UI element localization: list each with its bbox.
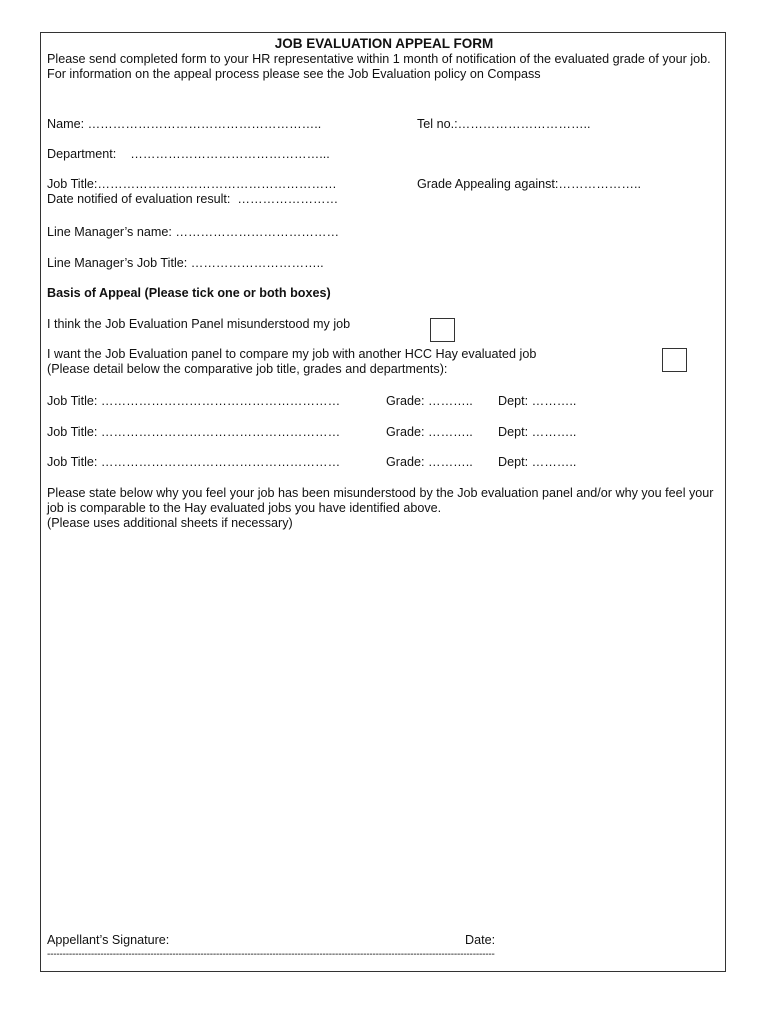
- appeal-form: [40, 32, 726, 972]
- date-label: Date:: [465, 933, 496, 947]
- date-notified-field[interactable]: Date notified of evaluation result: ……………………: [47, 192, 339, 206]
- explanation-instructions: Please state below why you feel your job has been misunderstood by the Job evaluation panel and/or why you feel your job is comparable to the Hay evaluated jobs you have identified above.: [47, 486, 714, 515]
- name-field[interactable]: Name: ………………………………………………..: [47, 117, 322, 131]
- line-manager-name-field[interactable]: Line Manager’s name: …………………………………: [47, 225, 340, 239]
- comparison-job-title[interactable]: Job Title: …………………………………………………: [47, 455, 341, 469]
- intro-text: Please send completed form to your HR representative within 1 month of notification of the evaluated grade of your job. For information on the appeal process please see the Job Evaluation policy on Compass: [47, 52, 711, 81]
- option-compare-note: (Please detail below the comparative job title, grades and departments):: [47, 362, 448, 376]
- comparison-grade[interactable]: Grade: ………..: [386, 425, 473, 439]
- comparison-job-title[interactable]: Job Title: …………………………………………………: [47, 394, 341, 408]
- line-manager-job-title-field[interactable]: Line Manager’s Job Title: …………………………..: [47, 256, 324, 270]
- comparison-dept[interactable]: Dept: ………..: [498, 394, 577, 408]
- misunderstood-checkbox[interactable]: [430, 318, 455, 342]
- comparison-grade[interactable]: Grade: ………..: [386, 455, 473, 469]
- compare-checkbox[interactable]: [662, 348, 687, 372]
- option-misunderstood-label: I think the Job Evaluation Panel misunderstood my job: [47, 317, 351, 331]
- form-title: JOB EVALUATION APPEAL FORM: [274, 36, 494, 51]
- explanation-note: (Please uses additional sheets if necessary): [47, 516, 293, 530]
- comparison-dept[interactable]: Dept: ………..: [498, 425, 577, 439]
- comparison-job-title[interactable]: Job Title: …………………………………………………: [47, 425, 341, 439]
- option-compare-label: I want the Job Evaluation panel to compare my job with another HCC Hay evaluated job: [47, 347, 537, 361]
- signature-line[interactable]: -----------------------------------------------------------------------------------------------------------------------------------------------: [47, 949, 495, 960]
- tel-field[interactable]: Tel no.:…………………………..: [417, 117, 591, 131]
- job-title-field[interactable]: Job Title:…………………………………………………: [47, 177, 337, 191]
- comparison-grade[interactable]: Grade: ………..: [386, 394, 473, 408]
- basis-heading: Basis of Appeal (Please tick one or both boxes): [47, 286, 331, 300]
- grade-appealing-field[interactable]: Grade Appealing against:………………..: [417, 177, 641, 191]
- comparison-dept[interactable]: Dept: ………..: [498, 455, 577, 469]
- signature-label: Appellant’s Signature:: [47, 933, 170, 947]
- department-field[interactable]: Department: ………………………………………...: [47, 147, 330, 161]
